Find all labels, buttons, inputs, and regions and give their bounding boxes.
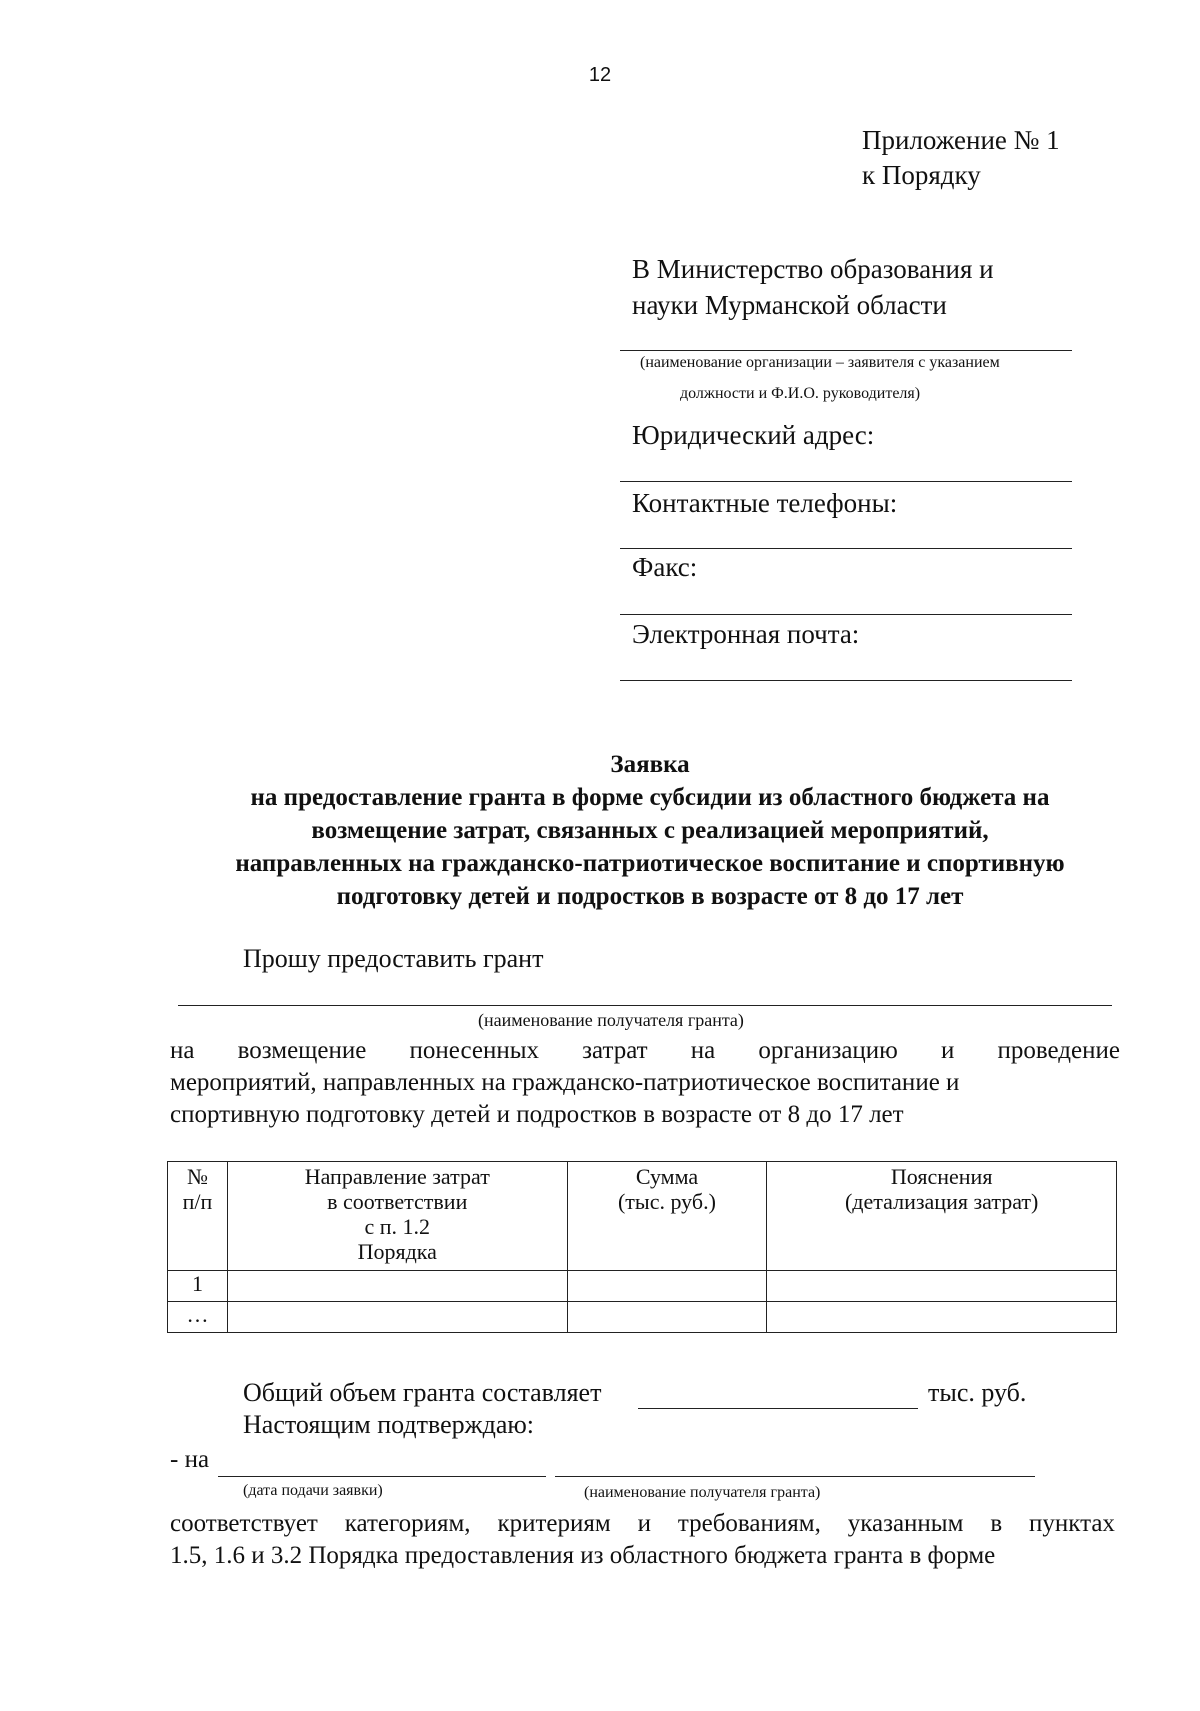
applicant-name-line	[620, 350, 1072, 351]
criteria-paragraph	[170, 1508, 1115, 1572]
applicant-caption-line-2: должности и Ф.И.О. руководителя)	[680, 385, 921, 402]
purpose-line-3: спортивную подготовку детей и подростков в возрасте от 8 до 17 лет	[170, 1101, 904, 1128]
title-line-4: подготовку детей и подростков в возрасте от 8 до 17 лет	[336, 883, 964, 910]
header-amount-line: Сумма	[635, 1164, 699, 1189]
row-notes[interactable]	[767, 1271, 1117, 1302]
date-line	[218, 1476, 546, 1477]
fax-label: Факс:	[632, 552, 698, 582]
recipient-name-line	[178, 1005, 1112, 1006]
criteria-word: требованиям,	[677, 1510, 821, 1537]
header-num-line: п/п	[182, 1189, 213, 1214]
costs-table	[167, 1161, 1117, 1333]
row-num: …	[168, 1302, 228, 1333]
title-line-1: на предоставление гранта в форме субсидии из областного бюджета на	[250, 784, 1050, 811]
row-direction[interactable]	[227, 1271, 567, 1302]
addressee-line-2: науки Мурманской области	[632, 290, 947, 320]
date-caption: (дата подачи заявки)	[243, 1482, 383, 1499]
header-amount	[567, 1162, 767, 1271]
table-row	[168, 1271, 1117, 1302]
criteria-word: и	[637, 1510, 651, 1537]
criteria-line-2: 1.5, 1.6 и 3.2 Порядка предоставления из областного бюджета гранта в форме	[170, 1542, 996, 1569]
header-notes-line: Пояснения	[890, 1164, 993, 1189]
criteria-word: указанным	[847, 1510, 964, 1537]
addressee-line-1: В Министерство образования и	[632, 254, 994, 284]
header-num-line: №	[186, 1164, 208, 1189]
phones-line	[620, 548, 1072, 549]
total-amount-line	[638, 1408, 918, 1409]
legal-address-label: Юридический адрес:	[632, 420, 875, 450]
row-amount[interactable]	[567, 1302, 767, 1333]
row-num: 1	[168, 1271, 228, 1302]
row-direction[interactable]	[227, 1302, 567, 1333]
document-title	[120, 748, 1180, 913]
phones-label: Контактные телефоны:	[632, 488, 898, 518]
row-amount[interactable]	[567, 1271, 767, 1302]
email-line	[620, 680, 1072, 681]
header-direction-line: с п. 1.2	[364, 1214, 431, 1239]
purpose-word: понесенных	[409, 1037, 540, 1064]
criteria-word: в	[990, 1510, 1003, 1537]
request-text: Прошу предоставить грант	[243, 944, 544, 973]
appendix-line-1: Приложение № 1	[862, 125, 1060, 155]
purpose-word: проведение	[997, 1037, 1120, 1064]
purpose-word: на	[170, 1037, 195, 1064]
page-number: 12	[588, 64, 612, 86]
purpose-line-2: мероприятий, направленных на гражданско-патриотическое воспитание и	[170, 1069, 960, 1096]
confirm-prefix: - на	[170, 1446, 210, 1473]
confirm-recipient-line	[555, 1476, 1035, 1477]
purpose-line-1	[170, 1035, 1120, 1067]
purpose-word: возмещение	[237, 1037, 367, 1064]
purpose-word: затрат	[582, 1037, 648, 1064]
purpose-word: организацию	[758, 1037, 898, 1064]
header-direction-line: Направление затрат	[304, 1164, 490, 1189]
header-direction-line: в соответствии	[327, 1189, 468, 1214]
header-num	[168, 1162, 228, 1271]
title-line-2: возмещение затрат, связанных с реализацией мероприятий,	[311, 817, 989, 844]
total-text: Общий объем гранта составляет	[243, 1378, 602, 1407]
total-unit: тыс. руб.	[928, 1378, 1027, 1407]
criteria-line-1	[170, 1508, 1115, 1540]
header-direction-line: Порядка	[357, 1239, 437, 1264]
legal-address-line	[620, 481, 1072, 482]
purpose-word: и	[940, 1037, 955, 1064]
criteria-word: критериям	[497, 1510, 611, 1537]
row-notes[interactable]	[767, 1302, 1117, 1333]
recipient-caption: (наименование получателя гранта)	[478, 1010, 744, 1030]
criteria-word: соответствует	[170, 1510, 318, 1537]
confirm-text: Настоящим подтверждаю:	[243, 1410, 535, 1439]
title-heading: Заявка	[610, 751, 690, 778]
fax-line	[620, 614, 1072, 615]
criteria-word: пунктах	[1029, 1510, 1115, 1537]
confirm-recipient-caption: (наименование получателя гранта)	[584, 1484, 821, 1501]
purpose-word: на	[690, 1037, 716, 1064]
appendix-line-2: к Порядку	[862, 160, 981, 190]
email-label: Электронная почта:	[632, 619, 860, 649]
header-amount-line: (тыс. руб.)	[617, 1189, 716, 1214]
table-header-row	[168, 1162, 1117, 1271]
header-notes-line: (детализация затрат)	[844, 1189, 1039, 1214]
title-line-3: направленных на гражданско-патриотическое воспитание и спортивную	[235, 850, 1065, 877]
purpose-paragraph	[170, 1035, 1120, 1131]
header-direction	[227, 1162, 567, 1271]
applicant-caption-line-1: (наименование организации – заявителя с указанием	[640, 354, 1000, 371]
header-notes	[767, 1162, 1117, 1271]
criteria-word: категориям,	[344, 1510, 471, 1537]
table-row	[168, 1302, 1117, 1333]
